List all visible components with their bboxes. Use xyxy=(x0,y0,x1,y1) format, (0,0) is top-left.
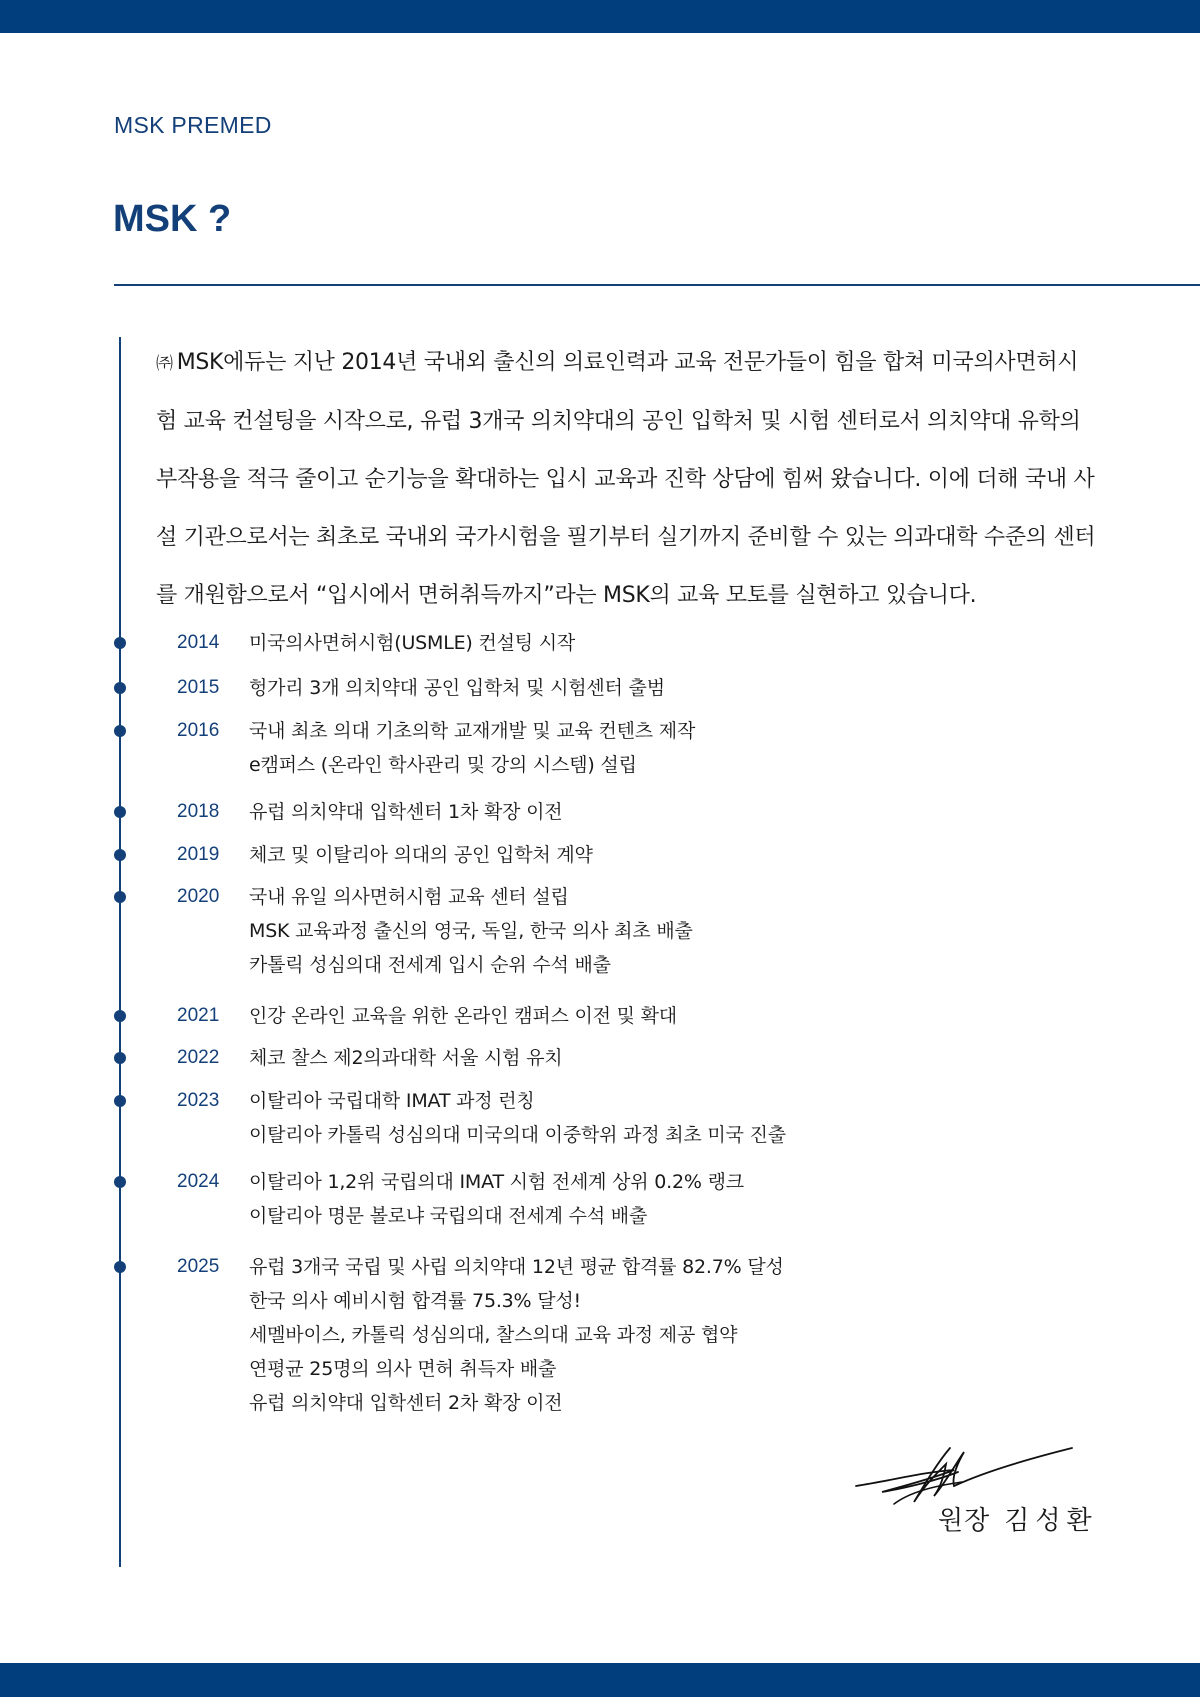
timeline-dot xyxy=(114,1010,126,1022)
timeline-lines xyxy=(249,1084,1129,1152)
timeline-line xyxy=(119,337,121,1567)
timeline-text: 국내 최초 의대 기초의학 교재개발 및 교육 컨텐츠 제작 xyxy=(249,720,696,742)
timeline-text: e캠퍼스 (온라인 학사관리 및 강의 시스템) 설립 xyxy=(249,754,637,776)
timeline-year: 2014 xyxy=(177,632,220,653)
timeline-text: 카톨릭 성심의대 전세계 입시 순위 수석 배출 xyxy=(249,954,611,976)
timeline-text: 한국 의사 예비시험 합격률 75.3% 달성! xyxy=(249,1290,581,1312)
timeline-lines xyxy=(249,714,1129,782)
corporation-mark: ㈜ xyxy=(156,354,173,374)
timeline-text: 유럽 3개국 국립 및 사립 의치약대 12년 평균 합격률 82.7% 달성 xyxy=(249,1256,784,1278)
timeline-text: 미국의사면허시험(USMLE) 컨설팅 시작 xyxy=(249,632,576,654)
timeline-text: 이탈리아 1,2위 국립의대 IMAT 시험 전세계 상위 0.2% 랭크 xyxy=(249,1171,744,1193)
signature-name xyxy=(938,1500,1098,1537)
timeline-dot xyxy=(114,1176,126,1188)
timeline-text: 연평균 25명의 의사 면허 취득자 배출 xyxy=(249,1358,557,1380)
timeline-dot xyxy=(114,891,126,903)
top-band xyxy=(0,0,1200,33)
timeline-dot xyxy=(114,1052,126,1064)
timeline-dot xyxy=(114,725,126,737)
timeline-year: 2016 xyxy=(177,720,220,741)
timeline-year: 2025 xyxy=(177,1256,220,1277)
timeline-lines xyxy=(249,626,1129,660)
timeline-text: 유럽 의치약대 입학센터 2차 확장 이전 xyxy=(249,1392,563,1414)
intro-text: MSK에듀는 지난 2014년 국내외 출신의 의료인력과 교육 전문가들이 힘을 합쳐 미국의사면허시험 교육 컨설팅을 시작으로, 유럽 3개국 의치약대의 공인 입학처 및 시험 센터로서 의치약대 유학의 부작용을 적극 줄이고 순기능을 확대하는 입시 교육과 진학 상담에 힘써 왔습니다. 이에 더해 국내 사설 기관으로서는 최초로 국내외 국가시험을 필기부터 실기까지 준비할 수 있는 의과대학 수준의 센터를 개원함으로서 “입시에서 면허취득까지”라는 MSK의 교육 모토를 실현하고 있습니다. xyxy=(156,350,1096,608)
timeline-year: 2020 xyxy=(177,886,220,907)
timeline-text: 이탈리아 카톨릭 성심의대 미국의대 이중학위 과정 최초 미국 진출 xyxy=(249,1124,786,1146)
bottom-band xyxy=(0,1663,1200,1697)
timeline-text: 유럽 의치약대 입학센터 1차 확장 이전 xyxy=(249,801,563,823)
timeline-lines xyxy=(249,838,1129,872)
brand-label: MSK PREMED xyxy=(114,112,272,138)
timeline-text: 이탈리아 국립대학 IMAT 과정 런칭 xyxy=(249,1090,535,1112)
timeline-lines xyxy=(249,1041,1129,1075)
timeline-year: 2018 xyxy=(177,801,220,822)
title-divider xyxy=(114,284,1200,286)
timeline-text: 체코 찰스 제2의과대학 서울 시험 유치 xyxy=(249,1047,563,1069)
timeline-lines xyxy=(249,671,1129,705)
timeline-year: 2019 xyxy=(177,844,220,865)
timeline-year: 2022 xyxy=(177,1047,220,1068)
timeline-text: 이탈리아 명문 볼로냐 국립의대 전세계 수석 배출 xyxy=(249,1205,648,1227)
timeline-lines xyxy=(249,880,1129,982)
timeline-text: 헝가리 3개 의치약대 공인 입학처 및 시험센터 출범 xyxy=(249,677,665,699)
timeline-text: 국내 유일 의사면허시험 교육 센터 설립 xyxy=(249,886,569,908)
signature-role: 원장 xyxy=(938,1506,991,1536)
intro-paragraph xyxy=(156,334,1096,625)
timeline-year: 2015 xyxy=(177,677,220,698)
timeline-year: 2021 xyxy=(177,1005,220,1026)
timeline-lines xyxy=(249,795,1129,829)
timeline-dot xyxy=(114,682,126,694)
timeline-text: 세멜바이스, 카톨릭 성심의대, 찰스의대 교육 과정 제공 협약 xyxy=(249,1324,738,1346)
timeline-dot xyxy=(114,849,126,861)
page-title: MSK ? xyxy=(113,198,232,240)
signature-person: 김성환 xyxy=(1004,1506,1098,1536)
timeline-lines xyxy=(249,1250,1129,1420)
timeline-dot xyxy=(114,1095,126,1107)
timeline-dot xyxy=(114,1261,126,1273)
timeline-lines xyxy=(249,1165,1129,1233)
timeline-dot xyxy=(114,637,126,649)
timeline-year: 2024 xyxy=(177,1171,220,1192)
timeline-text: 체코 및 이탈리아 의대의 공인 입학처 계약 xyxy=(249,844,593,866)
timeline-dot xyxy=(114,806,126,818)
timeline-text: MSK 교육과정 출신의 영국, 독일, 한국 의사 최초 배출 xyxy=(249,920,693,942)
timeline-lines xyxy=(249,999,1129,1033)
timeline-year: 2023 xyxy=(177,1090,220,1111)
timeline-text: 인강 온라인 교육을 위한 온라인 캠퍼스 이전 및 확대 xyxy=(249,1005,677,1027)
